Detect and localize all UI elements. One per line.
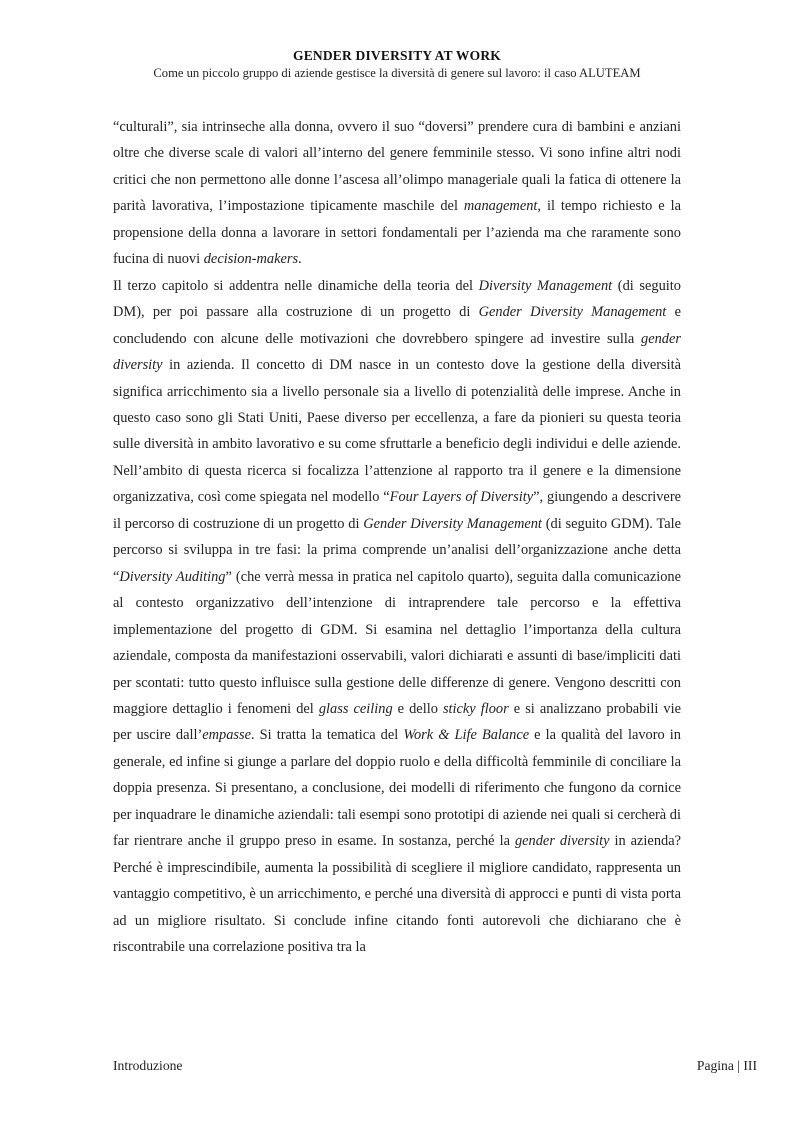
- text-run: . Si tratta la tematica del: [251, 727, 404, 744]
- page-number: Pagina | III: [696, 1058, 757, 1073]
- text-run: e dello: [392, 700, 443, 717]
- page-footer: [113, 1058, 757, 1074]
- text-run: .: [298, 251, 302, 268]
- text-run: ”, giungendo a descrivere il percorso di costruzione di un progetto di: [113, 489, 681, 532]
- text-run: in azienda? Perché è imprescindibile, aumenta la possibilità di scegliere il migliore candidato, rappresenta un vantaggio competitivo, è un arricchimento, e perché una diversità di approcci e punti di vista porta ad un migliore risultato. Si conclude infine citando fonti autorevoli che dichiarano che è riscontrabile una correlazione positiva tra la: [113, 833, 681, 956]
- text-run: ” (che verrà messa in pratica nel capitolo quarto), seguita dalla comunicazione al contesto organizzativo dell’intenzione di intraprendere tale percorso e la effettiva implementazione del progetto di GDM. Si esamina nel dettaglio l’importanza della cultura aziendale, composta da manifestazioni osservabili, valori dichiarati e assunti di base/impliciti dati per scontati: tutto questo influisce sulla gestione delle differenze di genere. Vengono descritti con maggiore dettaglio i fenomeni del: [113, 568, 681, 717]
- italic-term: Work & Life Balance: [403, 727, 530, 744]
- italic-term: management: [463, 198, 538, 215]
- italic-term: Four Layers of Diversity: [389, 489, 534, 506]
- body-text: [113, 114, 681, 961]
- text-run: e si analizzano probabili vie per uscire dall’: [113, 700, 681, 744]
- paragraph: [113, 273, 681, 961]
- document-subtitle: Come un piccolo gruppo di aziende gestisce la diversità di genere sul lavoro: il caso ALUTEAM: [153, 66, 641, 80]
- text-run: in azienda. Il concetto di DM nasce in un contesto dove la gestione della diversità significa arricchimento sia a livello personale sia a livello di potenzialità delle imprese. Anche in questo caso sono gli Stati Uniti, Paese diverso per eccellenza, a fare da pionieri su questa teoria sulle diversità in ambito lavorativo e su come sfruttarle a beneficio degli individui e delle aziende. Nell’ambito di questa ricerca si focalizza l’attenzione al rapporto tra il genere e la dimensione organizzativa, così come spiegata nel modello “: [113, 357, 681, 506]
- text-run: Il terzo capitolo si addentra nelle dinamiche della teoria del: [113, 277, 479, 294]
- italic-term: sticky floor: [442, 700, 509, 717]
- italic-term: empasse: [202, 727, 252, 744]
- text-run: (di seguito DM), per poi passare alla costruzione di un progetto di: [113, 277, 681, 321]
- text-run: e la qualità del lavoro in generale, ed infine si giunge a parlare del doppio ruolo e della difficoltà femminile di conciliare la doppia presenza. Si presentano, a conclusione, dei modelli di riferimento che fungono da cornice per inquadrare le dinamiche aziendali: tali esempi sono prototipi di aziende nei quali si cercherà di far rientrare anche il gruppo preso in esame. In sostanza, perché la: [113, 727, 682, 850]
- italic-term: Gender Diversity Management: [363, 515, 542, 532]
- text-run: “culturali”, sia intrinseche alla donna, ovvero il suo “doversi” prendere cura di bambini e anziani oltre che diverse scale di valori all’interno del genere femminile stesso. Vi sono infine altri nodi critici che non permettono alle donne l’ascesa all’olimpo manageriale quali la fatica di ottenere la parità lavorativa, l’impostazione tipicamente maschile del: [113, 119, 681, 215]
- italic-term: gender diversity: [514, 833, 610, 850]
- italic-term: Diversity Auditing: [119, 568, 226, 585]
- italic-term: decision-makers: [203, 251, 299, 268]
- paragraph: [113, 114, 681, 273]
- italic-term: Gender Diversity Management: [478, 304, 667, 321]
- text-run: , il tempo richiesto e la propensione della donna a lavorare in settori fondamentali per l’azienda ma che raramente sono fucina di nuovi: [113, 198, 681, 268]
- page-header: [0, 48, 794, 81]
- footer-section-label: Introduzione: [113, 1058, 183, 1073]
- italic-term: gender diversity: [113, 330, 681, 374]
- text-run: e concludendo con alcune delle motivazioni che dovrebbero spingere ad investire sulla: [113, 304, 681, 347]
- italic-term: Diversity Management: [478, 277, 613, 294]
- italic-term: glass ceiling: [318, 700, 393, 717]
- document-title: GENDER DIVERSITY AT WORK: [293, 48, 501, 63]
- text-run: (di seguito GDM). Tale percorso si sviluppa in tre fasi: la prima comprende un’analisi dell’organizzazione anche detta “: [113, 515, 681, 585]
